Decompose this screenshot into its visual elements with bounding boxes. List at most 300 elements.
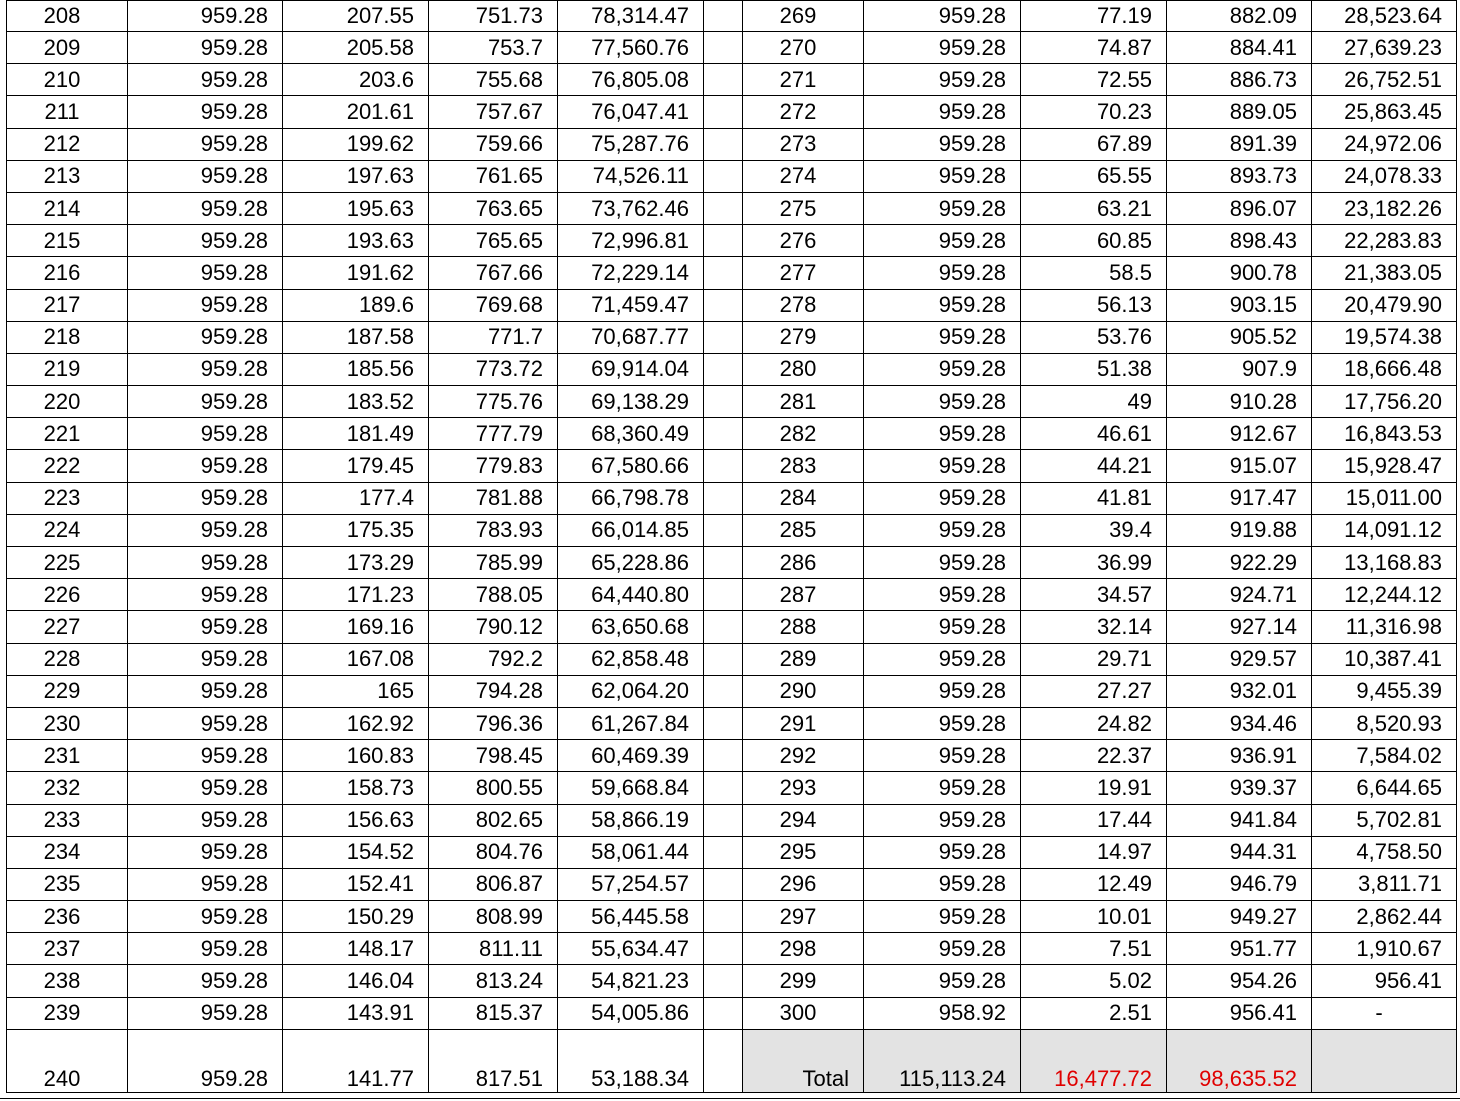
right-payment-cell: 959.28 xyxy=(864,96,1021,128)
left-payment-cell: 959.28 xyxy=(128,321,283,353)
left-balance-cell: 66,798.78 xyxy=(558,482,704,514)
right-period-cell: 298 xyxy=(743,933,864,965)
right-principal-cell: 905.52 xyxy=(1167,321,1312,353)
right-period-cell: 282 xyxy=(743,418,864,450)
column-spacer xyxy=(704,514,743,546)
left-interest-cell: 205.58 xyxy=(283,32,429,64)
left-period-cell: 221 xyxy=(7,418,128,450)
right-interest-cell: 63.21 xyxy=(1021,192,1167,224)
left-balance-cell: 73,762.46 xyxy=(558,192,704,224)
right-balance-cell: 28,523.64 xyxy=(1312,1,1457,32)
left-principal-cell: 759.66 xyxy=(429,128,558,160)
column-spacer xyxy=(704,997,743,1029)
left-period-cell: 233 xyxy=(7,804,128,836)
left-interest-cell: 197.63 xyxy=(283,160,429,192)
right-period-cell: 284 xyxy=(743,482,864,514)
right-payment-cell: 959.28 xyxy=(864,933,1021,965)
right-payment-cell: 959.28 xyxy=(864,611,1021,643)
left-payment-cell: 959.28 xyxy=(128,836,283,868)
right-period-cell: 278 xyxy=(743,289,864,321)
left-payment-cell: 959.28 xyxy=(128,96,283,128)
left-principal-cell: 800.55 xyxy=(429,772,558,804)
column-spacer xyxy=(704,160,743,192)
right-period-cell: 293 xyxy=(743,772,864,804)
right-principal-cell: 898.43 xyxy=(1167,225,1312,257)
right-principal-cell: 882.09 xyxy=(1167,1,1312,32)
left-balance-cell: 65,228.86 xyxy=(558,547,704,579)
left-principal-cell: 763.65 xyxy=(429,192,558,224)
left-period-cell: 228 xyxy=(7,643,128,675)
right-period-cell: 277 xyxy=(743,257,864,289)
right-period-cell: 275 xyxy=(743,192,864,224)
left-interest-cell: 160.83 xyxy=(283,740,429,772)
left-interest-cell: 152.41 xyxy=(283,868,429,900)
table-row xyxy=(7,579,1457,611)
left-interest-cell: 148.17 xyxy=(283,933,429,965)
left-principal-cell: 775.76 xyxy=(429,386,558,418)
left-period-cell: 240 xyxy=(7,1029,128,1092)
left-principal-cell: 781.88 xyxy=(429,482,558,514)
right-balance-cell: 24,972.06 xyxy=(1312,128,1457,160)
left-period-cell: 208 xyxy=(7,1,128,32)
column-spacer xyxy=(704,64,743,96)
left-interest-cell: 187.58 xyxy=(283,321,429,353)
right-period-cell: 287 xyxy=(743,579,864,611)
left-payment-cell: 959.28 xyxy=(128,450,283,482)
left-period-cell: 213 xyxy=(7,160,128,192)
table-row xyxy=(7,933,1457,965)
right-interest-cell: 67.89 xyxy=(1021,128,1167,160)
right-interest-cell: 10.01 xyxy=(1021,901,1167,933)
table-row xyxy=(7,96,1457,128)
left-period-cell: 219 xyxy=(7,353,128,385)
right-period-cell: 294 xyxy=(743,804,864,836)
left-principal-cell: 798.45 xyxy=(429,740,558,772)
left-period-cell: 236 xyxy=(7,901,128,933)
column-spacer xyxy=(704,192,743,224)
right-principal-cell: 903.15 xyxy=(1167,289,1312,321)
right-period-cell: 297 xyxy=(743,901,864,933)
left-balance-cell: 68,360.49 xyxy=(558,418,704,450)
left-principal-cell: 769.68 xyxy=(429,289,558,321)
left-balance-cell: 78,314.47 xyxy=(558,1,704,32)
right-period-cell: 270 xyxy=(743,32,864,64)
column-spacer xyxy=(704,96,743,128)
right-period-cell: 285 xyxy=(743,514,864,546)
column-spacer xyxy=(704,386,743,418)
left-payment-cell: 959.28 xyxy=(128,225,283,257)
left-period-cell: 232 xyxy=(7,772,128,804)
right-balance-cell: 12,244.12 xyxy=(1312,579,1457,611)
right-principal-cell: 893.73 xyxy=(1167,160,1312,192)
left-principal-cell: 794.28 xyxy=(429,675,558,707)
left-interest-cell: 195.63 xyxy=(283,192,429,224)
left-interest-cell: 177.4 xyxy=(283,482,429,514)
right-principal-cell: 949.27 xyxy=(1167,901,1312,933)
left-balance-cell: 62,064.20 xyxy=(558,675,704,707)
left-principal-cell: 806.87 xyxy=(429,868,558,900)
total-payment: 115,113.24 xyxy=(864,1029,1021,1092)
table-row xyxy=(7,804,1457,836)
left-principal-cell: 788.05 xyxy=(429,579,558,611)
right-interest-cell: 19.91 xyxy=(1021,772,1167,804)
right-period-cell: 292 xyxy=(743,740,864,772)
left-payment-cell: 959.28 xyxy=(128,418,283,450)
left-payment-cell: 959.28 xyxy=(128,289,283,321)
column-spacer xyxy=(704,418,743,450)
right-interest-cell: 70.23 xyxy=(1021,96,1167,128)
right-payment-cell: 959.28 xyxy=(864,160,1021,192)
right-period-cell: 274 xyxy=(743,160,864,192)
left-principal-cell: 777.79 xyxy=(429,418,558,450)
left-balance-cell: 57,254.57 xyxy=(558,868,704,900)
left-payment-cell: 959.28 xyxy=(128,997,283,1029)
right-principal-cell: 886.73 xyxy=(1167,64,1312,96)
right-balance-cell: 26,752.51 xyxy=(1312,64,1457,96)
left-balance-cell: 75,287.76 xyxy=(558,128,704,160)
right-balance-cell: 16,843.53 xyxy=(1312,418,1457,450)
left-interest-cell: 169.16 xyxy=(283,611,429,643)
right-balance-cell: - xyxy=(1312,997,1457,1029)
table-row xyxy=(7,289,1457,321)
left-interest-cell: 162.92 xyxy=(283,707,429,739)
table-row xyxy=(7,643,1457,675)
right-payment-cell: 959.28 xyxy=(864,643,1021,675)
right-balance-cell: 9,455.39 xyxy=(1312,675,1457,707)
table-row xyxy=(7,740,1457,772)
right-principal-cell: 915.07 xyxy=(1167,450,1312,482)
right-principal-cell: 889.05 xyxy=(1167,96,1312,128)
left-balance-cell: 66,014.85 xyxy=(558,514,704,546)
right-period-cell: 283 xyxy=(743,450,864,482)
left-period-cell: 231 xyxy=(7,740,128,772)
right-interest-cell: 2.51 xyxy=(1021,997,1167,1029)
total-balance xyxy=(1312,1029,1457,1092)
right-payment-cell: 958.92 xyxy=(864,997,1021,1029)
right-interest-cell: 34.57 xyxy=(1021,579,1167,611)
left-payment-cell: 959.28 xyxy=(128,1,283,32)
left-payment-cell: 959.28 xyxy=(128,514,283,546)
left-payment-cell: 959.28 xyxy=(128,257,283,289)
right-balance-cell: 17,756.20 xyxy=(1312,386,1457,418)
right-period-cell: 269 xyxy=(743,1,864,32)
left-interest-cell: 165 xyxy=(283,675,429,707)
left-interest-cell: 189.6 xyxy=(283,289,429,321)
column-spacer xyxy=(704,128,743,160)
right-balance-cell: 11,316.98 xyxy=(1312,611,1457,643)
left-balance-cell: 54,005.86 xyxy=(558,997,704,1029)
right-payment-cell: 959.28 xyxy=(864,386,1021,418)
left-principal-cell: 751.73 xyxy=(429,1,558,32)
right-balance-cell: 5,702.81 xyxy=(1312,804,1457,836)
left-interest-cell: 143.91 xyxy=(283,997,429,1029)
right-balance-cell: 956.41 xyxy=(1312,965,1457,997)
column-spacer xyxy=(704,579,743,611)
right-payment-cell: 959.28 xyxy=(864,740,1021,772)
column-spacer xyxy=(704,32,743,64)
right-interest-cell: 12.49 xyxy=(1021,868,1167,900)
left-interest-cell: 199.62 xyxy=(283,128,429,160)
left-balance-cell: 55,634.47 xyxy=(558,933,704,965)
left-balance-cell: 72,229.14 xyxy=(558,257,704,289)
table-row xyxy=(7,225,1457,257)
left-principal-cell: 783.93 xyxy=(429,514,558,546)
table-row xyxy=(7,868,1457,900)
right-balance-cell: 10,387.41 xyxy=(1312,643,1457,675)
table-row xyxy=(7,353,1457,385)
left-period-cell: 226 xyxy=(7,579,128,611)
left-interest-cell: 158.73 xyxy=(283,772,429,804)
right-interest-cell: 39.4 xyxy=(1021,514,1167,546)
left-principal-cell: 753.7 xyxy=(429,32,558,64)
column-spacer xyxy=(704,289,743,321)
right-balance-cell: 23,182.26 xyxy=(1312,192,1457,224)
right-balance-cell: 7,584.02 xyxy=(1312,740,1457,772)
left-period-cell: 218 xyxy=(7,321,128,353)
right-interest-cell: 22.37 xyxy=(1021,740,1167,772)
right-principal-cell: 907.9 xyxy=(1167,353,1312,385)
column-spacer xyxy=(704,353,743,385)
right-interest-cell: 17.44 xyxy=(1021,804,1167,836)
table-row xyxy=(7,160,1457,192)
left-balance-cell: 58,061.44 xyxy=(558,836,704,868)
right-interest-cell: 72.55 xyxy=(1021,64,1167,96)
left-balance-cell: 54,821.23 xyxy=(558,965,704,997)
right-payment-cell: 959.28 xyxy=(864,32,1021,64)
right-principal-cell: 912.67 xyxy=(1167,418,1312,450)
right-interest-cell: 51.38 xyxy=(1021,353,1167,385)
right-period-cell: 289 xyxy=(743,643,864,675)
right-period-cell: 288 xyxy=(743,611,864,643)
right-principal-cell: 946.79 xyxy=(1167,868,1312,900)
left-balance-cell: 59,668.84 xyxy=(558,772,704,804)
column-spacer xyxy=(704,804,743,836)
left-payment-cell: 959.28 xyxy=(128,353,283,385)
right-balance-cell: 27,639.23 xyxy=(1312,32,1457,64)
right-balance-cell: 21,383.05 xyxy=(1312,257,1457,289)
left-interest-cell: 173.29 xyxy=(283,547,429,579)
right-payment-cell: 959.28 xyxy=(864,579,1021,611)
column-spacer xyxy=(704,707,743,739)
left-principal-cell: 815.37 xyxy=(429,997,558,1029)
left-balance-cell: 69,138.29 xyxy=(558,386,704,418)
left-balance-cell: 71,459.47 xyxy=(558,289,704,321)
right-payment-cell: 959.28 xyxy=(864,836,1021,868)
total-principal: 98,635.52 xyxy=(1167,1029,1312,1092)
right-principal-cell: 924.71 xyxy=(1167,579,1312,611)
right-period-cell: 271 xyxy=(743,64,864,96)
right-balance-cell: 15,928.47 xyxy=(1312,450,1457,482)
right-interest-cell: 36.99 xyxy=(1021,547,1167,579)
right-principal-cell: 896.07 xyxy=(1167,192,1312,224)
left-interest-cell: 181.49 xyxy=(283,418,429,450)
left-period-cell: 211 xyxy=(7,96,128,128)
right-period-cell: 281 xyxy=(743,386,864,418)
right-interest-cell: 49 xyxy=(1021,386,1167,418)
left-period-cell: 235 xyxy=(7,868,128,900)
left-balance-cell: 61,267.84 xyxy=(558,707,704,739)
table-row xyxy=(7,32,1457,64)
right-period-cell: 295 xyxy=(743,836,864,868)
right-interest-cell: 24.82 xyxy=(1021,707,1167,739)
left-principal-cell: 779.83 xyxy=(429,450,558,482)
right-balance-cell: 18,666.48 xyxy=(1312,353,1457,385)
left-interest-cell: 201.61 xyxy=(283,96,429,128)
left-principal-cell: 765.65 xyxy=(429,225,558,257)
right-payment-cell: 959.28 xyxy=(864,901,1021,933)
left-period-cell: 230 xyxy=(7,707,128,739)
column-spacer xyxy=(704,321,743,353)
left-period-cell: 220 xyxy=(7,386,128,418)
right-interest-cell: 14.97 xyxy=(1021,836,1167,868)
left-payment-cell: 959.28 xyxy=(128,386,283,418)
left-principal-cell: 785.99 xyxy=(429,547,558,579)
right-balance-cell: 24,078.33 xyxy=(1312,160,1457,192)
right-principal-cell: 936.91 xyxy=(1167,740,1312,772)
right-interest-cell: 32.14 xyxy=(1021,611,1167,643)
left-payment-cell: 959.28 xyxy=(128,128,283,160)
left-payment-cell: 959.28 xyxy=(128,32,283,64)
right-balance-cell: 8,520.93 xyxy=(1312,707,1457,739)
right-period-cell: 296 xyxy=(743,868,864,900)
left-period-cell: 209 xyxy=(7,32,128,64)
right-principal-cell: 929.57 xyxy=(1167,643,1312,675)
left-interest-cell: 146.04 xyxy=(283,965,429,997)
right-principal-cell: 910.28 xyxy=(1167,386,1312,418)
left-balance-cell: 70,687.77 xyxy=(558,321,704,353)
table-row xyxy=(7,514,1457,546)
right-period-cell: 272 xyxy=(743,96,864,128)
right-payment-cell: 959.28 xyxy=(864,321,1021,353)
right-principal-cell: 932.01 xyxy=(1167,675,1312,707)
column-spacer xyxy=(704,772,743,804)
left-balance-cell: 56,445.58 xyxy=(558,901,704,933)
table-row xyxy=(7,64,1457,96)
right-balance-cell: 22,283.83 xyxy=(1312,225,1457,257)
column-spacer xyxy=(704,675,743,707)
right-period-cell: 273 xyxy=(743,128,864,160)
right-interest-cell: 60.85 xyxy=(1021,225,1167,257)
left-interest-cell: 193.63 xyxy=(283,225,429,257)
left-payment-cell: 959.28 xyxy=(128,772,283,804)
left-principal-cell: 792.2 xyxy=(429,643,558,675)
left-period-cell: 239 xyxy=(7,997,128,1029)
left-payment-cell: 959.28 xyxy=(128,64,283,96)
right-interest-cell: 7.51 xyxy=(1021,933,1167,965)
right-principal-cell: 941.84 xyxy=(1167,804,1312,836)
table-row xyxy=(7,418,1457,450)
column-spacer xyxy=(704,611,743,643)
right-payment-cell: 959.28 xyxy=(864,482,1021,514)
right-principal-cell: 891.39 xyxy=(1167,128,1312,160)
left-period-cell: 222 xyxy=(7,450,128,482)
left-period-cell: 216 xyxy=(7,257,128,289)
right-period-cell: 291 xyxy=(743,707,864,739)
left-balance-cell: 72,996.81 xyxy=(558,225,704,257)
left-payment-cell: 959.28 xyxy=(128,1029,283,1092)
left-interest-cell: 185.56 xyxy=(283,353,429,385)
right-period-cell: 280 xyxy=(743,353,864,385)
left-principal-cell: 755.68 xyxy=(429,64,558,96)
left-principal-cell: 813.24 xyxy=(429,965,558,997)
column-spacer xyxy=(704,257,743,289)
left-balance-cell: 77,560.76 xyxy=(558,32,704,64)
left-balance-cell: 76,047.41 xyxy=(558,96,704,128)
left-principal-cell: 817.51 xyxy=(429,1029,558,1092)
left-balance-cell: 69,914.04 xyxy=(558,353,704,385)
total-interest: 16,477.72 xyxy=(1021,1029,1167,1092)
right-balance-cell: 4,758.50 xyxy=(1312,836,1457,868)
column-spacer xyxy=(704,482,743,514)
left-interest-cell: 207.55 xyxy=(283,1,429,32)
right-principal-cell: 919.88 xyxy=(1167,514,1312,546)
left-payment-cell: 959.28 xyxy=(128,901,283,933)
table-row xyxy=(7,450,1457,482)
left-principal-cell: 796.36 xyxy=(429,707,558,739)
right-principal-cell: 939.37 xyxy=(1167,772,1312,804)
right-interest-cell: 41.81 xyxy=(1021,482,1167,514)
column-spacer xyxy=(704,225,743,257)
right-payment-cell: 959.28 xyxy=(864,1,1021,32)
right-principal-cell: 951.77 xyxy=(1167,933,1312,965)
right-payment-cell: 959.28 xyxy=(864,64,1021,96)
left-interest-cell: 141.77 xyxy=(283,1029,429,1092)
column-spacer xyxy=(704,965,743,997)
left-principal-cell: 761.65 xyxy=(429,160,558,192)
left-balance-cell: 74,526.11 xyxy=(558,160,704,192)
right-payment-cell: 959.28 xyxy=(864,353,1021,385)
left-payment-cell: 959.28 xyxy=(128,804,283,836)
right-payment-cell: 959.28 xyxy=(864,707,1021,739)
table-row xyxy=(7,1,1457,32)
right-payment-cell: 959.28 xyxy=(864,772,1021,804)
table-row xyxy=(7,192,1457,224)
left-principal-cell: 808.99 xyxy=(429,901,558,933)
left-interest-cell: 171.23 xyxy=(283,579,429,611)
left-balance-cell: 62,858.48 xyxy=(558,643,704,675)
column-spacer xyxy=(704,868,743,900)
right-principal-cell: 884.41 xyxy=(1167,32,1312,64)
left-payment-cell: 959.28 xyxy=(128,868,283,900)
left-interest-cell: 175.35 xyxy=(283,514,429,546)
left-payment-cell: 959.28 xyxy=(128,192,283,224)
right-interest-cell: 56.13 xyxy=(1021,289,1167,321)
right-payment-cell: 959.28 xyxy=(864,192,1021,224)
right-balance-cell: 2,862.44 xyxy=(1312,901,1457,933)
table-row xyxy=(7,547,1457,579)
right-period-cell: 299 xyxy=(743,965,864,997)
left-interest-cell: 167.08 xyxy=(283,643,429,675)
left-payment-cell: 959.28 xyxy=(128,740,283,772)
left-principal-cell: 790.12 xyxy=(429,611,558,643)
right-interest-cell: 53.76 xyxy=(1021,321,1167,353)
right-interest-cell: 77.19 xyxy=(1021,1,1167,32)
column-spacer xyxy=(704,547,743,579)
left-payment-cell: 959.28 xyxy=(128,965,283,997)
right-period-cell: 290 xyxy=(743,675,864,707)
right-period-cell: 286 xyxy=(743,547,864,579)
right-interest-cell: 58.5 xyxy=(1021,257,1167,289)
right-balance-cell: 13,168.83 xyxy=(1312,547,1457,579)
left-balance-cell: 63,650.68 xyxy=(558,611,704,643)
left-balance-cell: 67,580.66 xyxy=(558,450,704,482)
right-balance-cell: 25,863.45 xyxy=(1312,96,1457,128)
right-balance-cell: 6,644.65 xyxy=(1312,772,1457,804)
right-payment-cell: 959.28 xyxy=(864,675,1021,707)
right-principal-cell: 954.26 xyxy=(1167,965,1312,997)
left-principal-cell: 773.72 xyxy=(429,353,558,385)
right-balance-cell: 20,479.90 xyxy=(1312,289,1457,321)
